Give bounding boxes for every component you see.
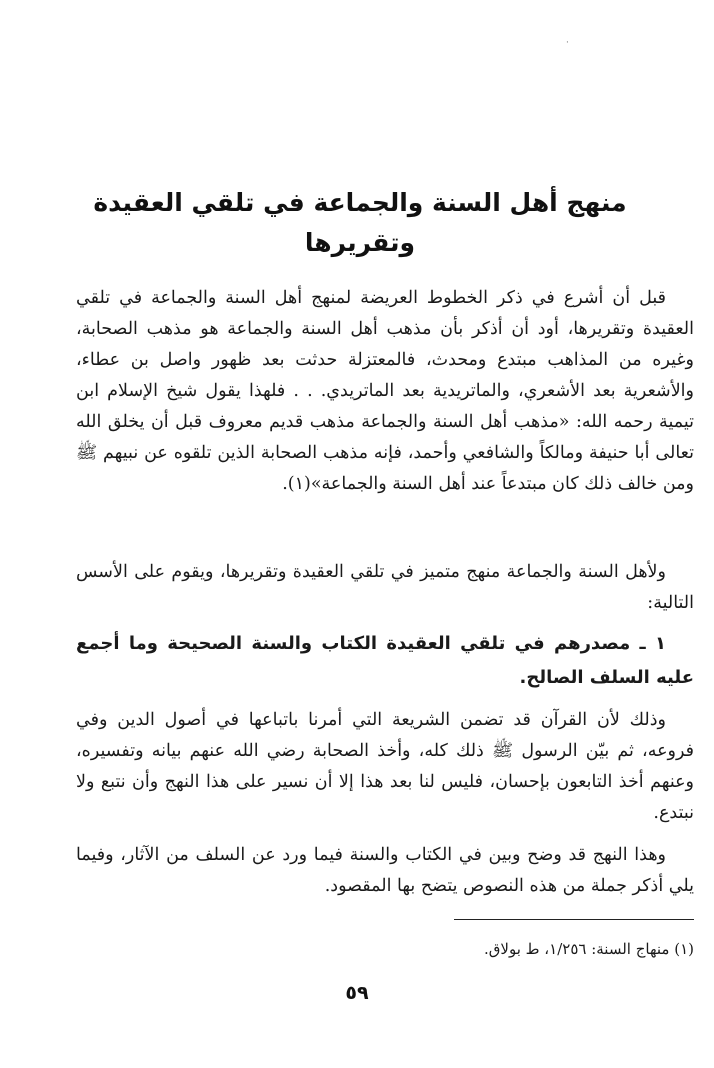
point-one-text: ١ ـ مصدرهم في تلقي العقيدة الكتاب والسنة الصحيحة وما أجمع عليه السلف الصالح. xyxy=(76,633,694,688)
paragraph-intro xyxy=(76,283,694,500)
paragraph-intro-text: قبل أن أشرع في ذكر الخطوط العريضة لمنهج أهل السنة والجماعة في تلقي العقيدة وتقريرها، أود أن أذكر بأن مذهب أهل السنة والجماعة هو مذهب الصحابة، وغيره من المذاهب مبتدع ومحدث، فالمعتزلة حدثت بعد ظهور واصل بن عطاء، والأشعرية بعد الأشعري، والماتريدية بعد الماتريدي. . . فلهذا يقول شيخ الإسلام ابن تيمية رحمه الله: «مذهب أهل السنة والجماعة مذهب قديم معروف قبل أن يخلق الله تعالى أبا حنيفة ومالكاً والشافعي وأحمد، فإنه مذهب الصحابة الذين تلقوه عن نبيهم ﷺ ومن خالف ذلك كان مبتدعاً عند أهل السنة والجماعة»(١). xyxy=(76,288,694,494)
paragraph-explanation xyxy=(76,705,694,829)
paragraph-bases-intro xyxy=(76,557,694,619)
page-number: ٥٩ xyxy=(345,982,369,1004)
corner-mark: · xyxy=(566,38,569,48)
footnote-divider xyxy=(454,919,694,920)
footnote: (١) منهاج السنة: ١/٢٥٦، ط بولاق. xyxy=(484,940,694,958)
point-one-heading xyxy=(76,627,694,695)
paragraph-bases-intro-text: ولأهل السنة والجماعة منهج متميز في تلقي العقيدة وتقريرها، ويقوم على الأسس التالية: xyxy=(76,562,694,613)
paragraph-closing xyxy=(76,840,694,902)
paragraph-explanation-text: وذلك لأن القرآن قد تضمن الشريعة التي أمرنا باتباعها في أصول الدين وفي فروعه، ثم بيّن الرسول ﷺ ذلك كله، وأخذ الصحابة رضي الله عنهم بيانه وتفسيره، وعنهم أخذ التابعون بإحسان، فليس لنا بعد هذا إلا أن نسير على هذا النهج وأن نتبع ولا نبتدع. xyxy=(76,710,694,823)
chapter-title: منهج أهل السنة والجماعة في تلقي العقيدة وتقريرها xyxy=(93,188,627,257)
paragraph-closing-text: وهذا النهج قد وضح وبين في الكتاب والسنة فيما ورد عن السلف من الآثار، وفيما يلي أذكر جملة من هذه النصوص يتضح بها المقصود. xyxy=(76,845,694,896)
